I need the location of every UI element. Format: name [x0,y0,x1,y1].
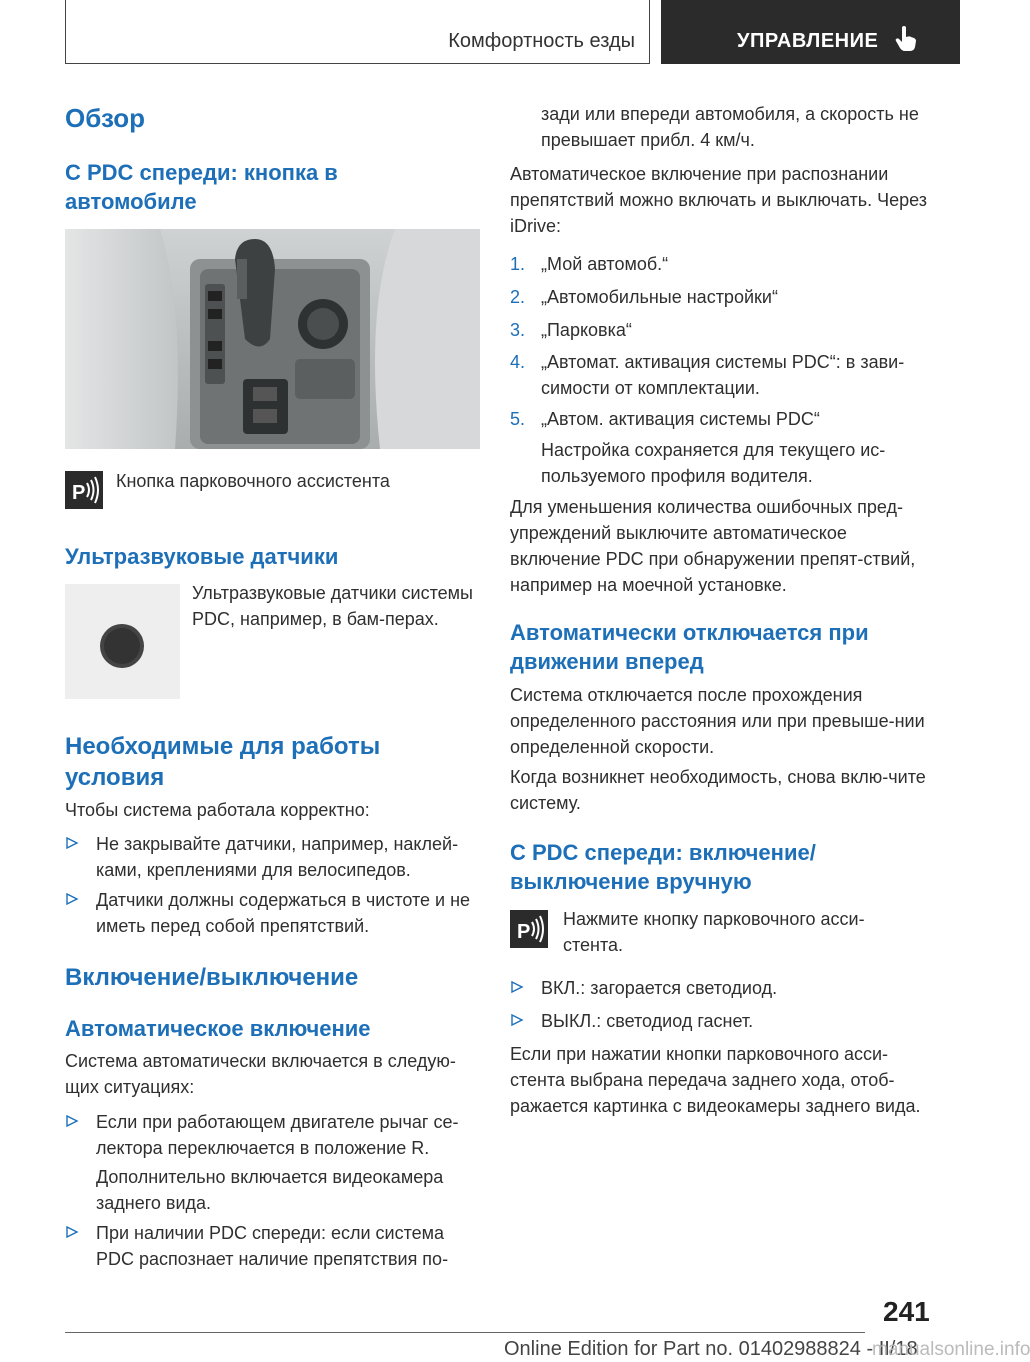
header-section-label: Комфортность езды [448,30,635,52]
list-item-text: Не закрывайте датчики, например, наклей-ками, креплениями для велосипедов. [96,834,459,880]
list-item [510,406,930,432]
step-text: „Мой автомоб.“ [541,254,669,274]
list-item [510,975,930,1001]
auto-off-text-2: Когда возникнет необходимость, снова вклю-чите систему. [510,767,926,813]
conditions-intro: Чтобы система работала корректно: [65,800,370,820]
header-chapter-label: УПРАВЛЕНИЕ [737,30,879,52]
page-number: 241 [883,1296,930,1327]
list-item [510,317,930,343]
list-item-text: Датчики должны содержаться в чистоте и не иметь перед собой препятствий. [96,890,471,936]
list-item-text: ВКЛ.: загорается светодиод. [541,978,778,998]
heading-conditions: Необходимые для работы условия [65,733,381,791]
step5-note: Настройка сохраняется для текущего ис-пользуемого профиля водителя. [541,440,886,486]
step-text: „Парковка“ [541,320,632,340]
auto-1-note: Дополнительно включается видеокамера заднего вида. [96,1167,444,1213]
list-item-text: При наличии PDC спереди: если система PDC распознает наличие препятствия по- [96,1223,449,1269]
list-item [65,831,480,883]
list-item [65,887,480,939]
auto-detect-text: Автоматическое включение при распознании препятствий можно включать и выключать. Через iDrive: [510,164,928,236]
step-text: „Автомат. активация системы PDC“: в зави-симости от комплектации. [541,352,905,398]
svg-text:P: P [517,921,531,943]
edition-label: Online Edition for Part no. 01402988824 - II/18 [504,1338,918,1360]
list-item [510,284,930,310]
triangle-bullet-icon [65,892,79,906]
parking-assist-icon [510,910,548,948]
step-number: 4. [510,352,526,372]
hand-pointer-icon [895,26,917,52]
heading-auto-on: Автоматическое включение [65,1016,371,1041]
step-text: „Автомобильные настройки“ [541,287,778,307]
auto-off-text-1: Система отключается после прохождения определенного расстояния или при превыше-нии определенной скорости. [510,685,925,757]
header-chapter [661,0,960,64]
step-number: 2. [510,287,526,307]
list-item [65,1109,480,1161]
heading-pdc-button: С PDC спереди: кнопка в автомобиле [65,160,338,214]
footer-divider [65,1332,865,1333]
triangle-bullet-icon [65,836,79,850]
heading-auto-off: Автоматически отключается при движении вперед [510,620,869,674]
triangle-bullet-icon [65,1114,79,1128]
reverse-text: Если при нажатии кнопки парковочного асси-стента выбрана передача заднего хода, отоб-ражается картинка с видеокамеры заднего вида. [510,1044,921,1116]
manual-text: Нажмите кнопку парковочного асси-стента. [563,909,865,955]
header-section [65,0,650,64]
step-number: 1. [510,254,526,274]
list-item-text: ВЫКЛ.: светодиод гаснет. [541,1011,754,1031]
watermark-brand: manualsonline.info [872,1339,1030,1360]
list-item [65,1220,480,1272]
heading-sensors: Ультразвуковые датчики [65,544,339,569]
heading-manual: С PDC спереди: включение/выключение вручную [510,840,816,894]
reduce-text: Для уменьшения количества ошибочных пред-упреждений выключите автоматическое включение PDC при обнаружении препят-ствий, например на моечной установке. [510,497,916,595]
caption-button: Кнопка парковочного ассистента [116,471,390,491]
console-photo [65,229,480,449]
list-item [510,251,930,277]
sensors-text: Ультразвуковые датчики системы PDC, например, в бам-перах. [192,583,473,629]
step-number: 5. [510,409,526,429]
triangle-bullet-icon [65,1225,79,1239]
triangle-bullet-icon [510,1013,524,1027]
list-item [510,349,930,401]
step-number: 3. [510,320,526,340]
title-overview: Обзор [65,103,145,133]
heading-onoff: Включение/выключение [65,964,359,991]
step-text: „Автом. активация системы PDC“ [541,409,820,429]
ultrasonic-sensor-image [65,584,180,699]
list-item-text: Если при работающем двигателе рычаг се-лектора переключается в положение R. [96,1112,459,1158]
list-item [510,1008,930,1034]
triangle-bullet-icon [510,980,524,994]
svg-text:P: P [72,482,86,504]
auto-on-intro: Система автоматически включается в следую-щих ситуациях: [65,1051,456,1097]
auto-2-continued: зади или впереди автомобиля, а скорость не превышает прибл. 4 км/ч. [541,104,919,150]
parking-assist-icon [65,471,103,509]
